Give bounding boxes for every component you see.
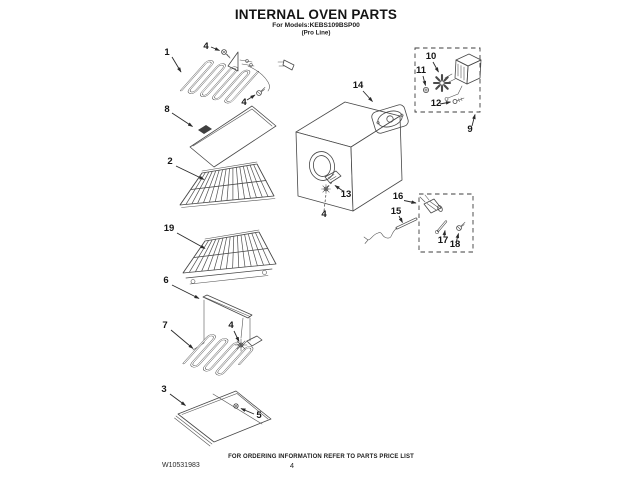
part-broil-element — [181, 50, 294, 103]
callout-6: 6 — [163, 275, 169, 286]
callout-16: 16 — [392, 191, 404, 202]
callout-5: 5 — [256, 410, 262, 421]
callout-9: 9 — [467, 124, 473, 135]
part-probe-jack — [420, 195, 443, 213]
screw-icon — [222, 50, 230, 58]
screw-icon — [234, 404, 238, 408]
callout-4: 4 — [241, 97, 247, 108]
part-rollout-rack — [183, 230, 276, 284]
screw-icon — [457, 222, 465, 230]
callout-4: 4 — [228, 320, 234, 331]
callout-1: 1 — [164, 47, 170, 58]
page-footer — [162, 454, 414, 470]
part-rack-support — [193, 295, 252, 350]
page-number: 4 — [289, 461, 295, 470]
screw-icon — [453, 98, 464, 104]
part-nut — [423, 87, 428, 92]
callout-15: 15 — [390, 206, 402, 217]
part-baffle-panel — [190, 106, 276, 167]
callout-4: 4 — [203, 41, 209, 52]
part-temp-sensor — [364, 219, 416, 244]
models-line: For Models:KEBS109BSP00 — [272, 22, 360, 29]
callout-2: 2 — [167, 156, 173, 167]
callout-14: 14 — [352, 80, 364, 91]
doc-number: W10531983 — [162, 462, 200, 469]
screw-icon — [257, 87, 265, 95]
bake-terminal-bracket — [235, 318, 262, 351]
callout-19: 19 — [163, 223, 175, 234]
callout-3: 3 — [161, 384, 167, 395]
callout-13: 13 — [340, 189, 352, 200]
screw-icon — [235, 339, 247, 351]
series-line: (Pro Line) — [301, 29, 331, 37]
page-title: INTERNAL OVEN PARTS — [234, 7, 398, 22]
footer-note: FOR ORDERING INFORMATION REFER TO PARTS PRICE LIST — [228, 454, 414, 460]
part-fan-motor — [445, 54, 481, 101]
callout-7: 7 — [162, 320, 168, 331]
callout-17: 17 — [437, 235, 449, 246]
callout-4: 4 — [321, 209, 327, 220]
callout-12: 12 — [430, 98, 442, 109]
callout-8: 8 — [164, 104, 170, 115]
callout-18: 18 — [449, 239, 461, 250]
part-oven-rack — [180, 162, 275, 208]
part-fan-blade — [434, 75, 450, 91]
callout-10: 10 — [425, 51, 437, 62]
callout-11: 11 — [415, 65, 427, 76]
page-header — [235, 7, 397, 37]
baffle-vent-patch — [198, 125, 212, 134]
